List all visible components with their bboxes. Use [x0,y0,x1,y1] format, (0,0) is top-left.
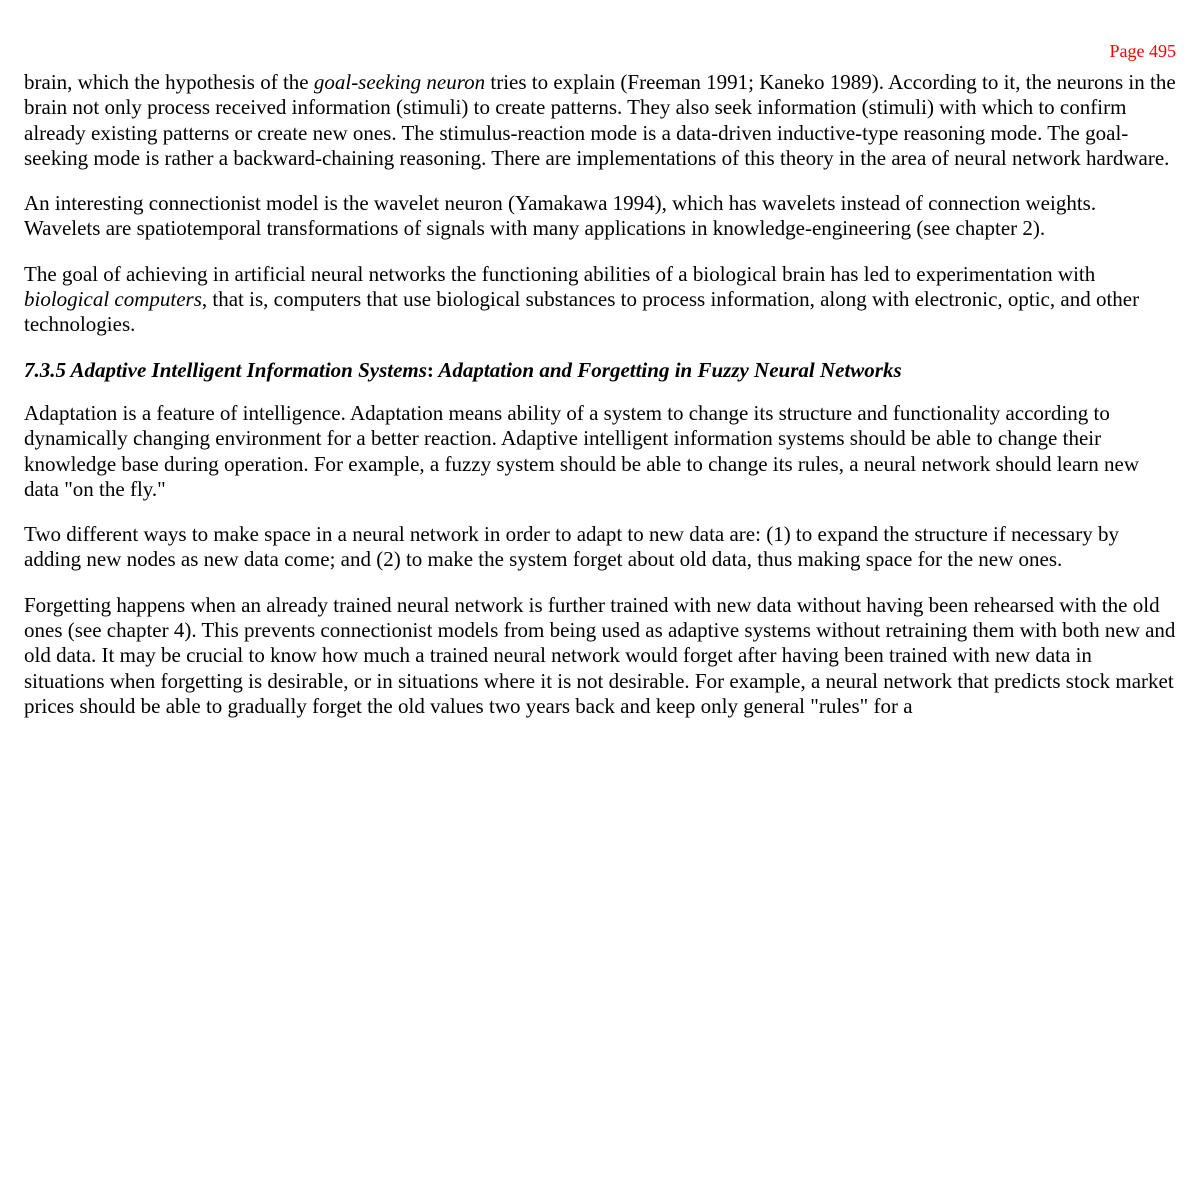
emphasis-biological-computers: biological computers [24,287,202,312]
emphasis-goal-seeking-neuron: goal-seeking neuron [313,70,486,94]
paragraph-adaptation: Adaptation is a feature of intelligence. Adaptation means ability of a system to change its structure and functionality according to dynamically changing environment for a better reaction. Adaptive intelligent information systems should be able to change their knowledge base during operation. For example, a fuzzy system should be able to change its rules, a neural network should learn new data "on the fly." [24,400,1140,501]
paragraph-text: The goal of achieving in artificial neural networks the functioning abilities of a biological brain has led to experimentation with [24,261,1096,286]
section-heading-title: 7.3.5 Adaptive Intelligent Information Systems [24,357,427,382]
paragraph-text: , that is, computers that use biological substances to process information, along with electronic, optic, and other technologies. [24,287,1140,337]
paragraph-wavelet-neuron: An interesting connectionist model is the wavelet neuron (Yamakawa 1994), which has wavelets instead of connection weights. Wavelets are spatiotemporal transformations of signals with many applications in knowledge-engineering (see chapter 2). [24,191,1097,241]
paragraph-goal-seeking-neuron [24,70,1176,171]
paragraph-two-ways: Two different ways to make space in a neural network in order to adapt to new data are: (1) to expand the structure if necessary by adding new nodes as new data come; and (2) to make the system forget about old data, thus making space for the new ones. [24,522,1119,572]
paragraph-text: brain, which the hypothesis of the [24,70,314,94]
page-number: Page 495 [1109,41,1176,61]
section-heading-subtitle: Adaptation and Forgetting in Fuzzy Neural Networks [433,357,902,382]
paragraph-forgetting: Forgetting happens when an already trained neural network is further trained with new data without having been rehearsed with the old ones (see chapter 4). This prevents connectionist models from being used as adaptive systems without retraining them with both new and old data. It may be crucial to know how much a trained neural network would forget after having been trained with new data in situations when forgetting is desirable, or in situations where it is not desirable. For example, a neural network that predicts stock market prices should be able to gradually forget the old values two years back and keep only general "rules" for a [24,592,1176,718]
section-heading [24,358,1176,383]
paragraph-text: tries to explain (Freeman 1991; Kaneko 1989). According to it, the neurons in the brain not only process received information (stimuli) to create patterns. They also seek information (stimuli) with which to confirm already existing patterns or create new ones. The stimulus-reaction mode is a data-driven inductive-type reasoning mode. The goal-seeking mode is rather a backward-chaining reasoning. There are implementations of this theory in the area of neural network hardware. [24,70,1176,170]
section-heading-colon: : [426,357,434,382]
document-page [24,38,1176,739]
paragraph-biological-computers [24,262,1176,338]
